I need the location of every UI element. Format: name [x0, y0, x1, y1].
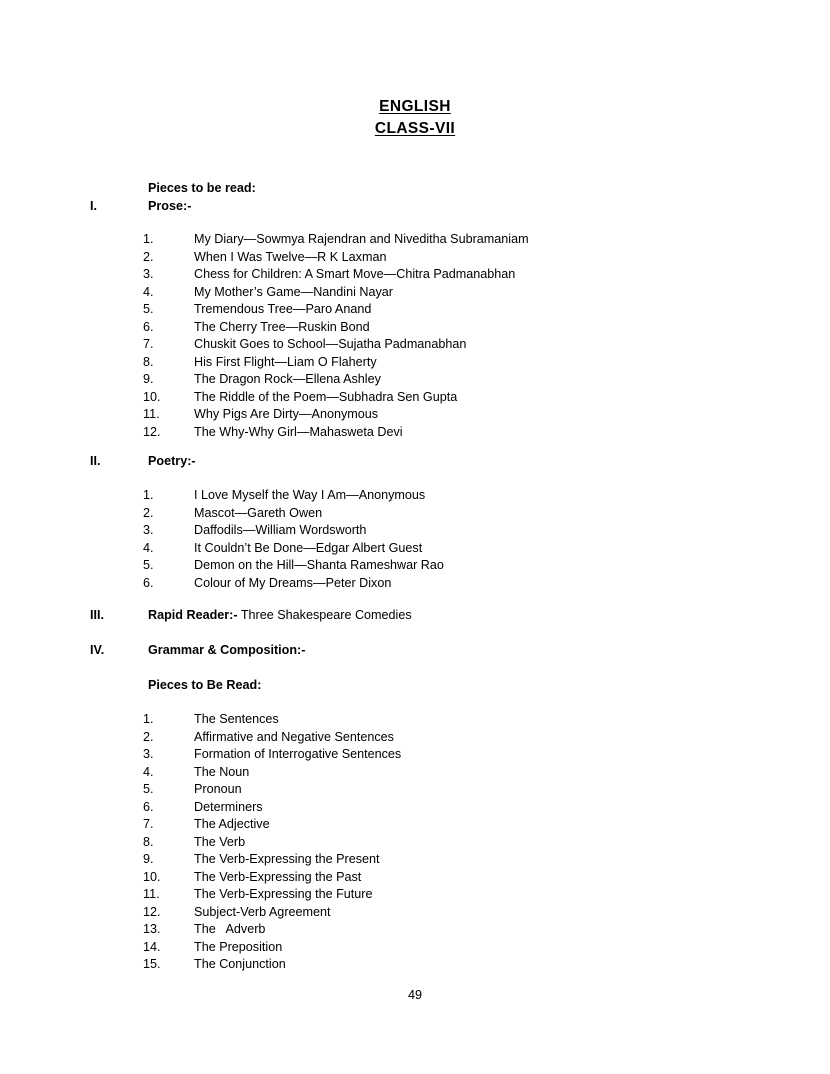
list-item: [0, 284, 830, 302]
title-line-subject: [0, 96, 830, 118]
prose-item-number: 5.: [143, 302, 154, 316]
list-item: [0, 249, 830, 267]
grammar-item-text: The Verb-Expressing the Future: [194, 887, 373, 901]
poetry-item-number: 1.: [143, 488, 154, 502]
list-item: [0, 406, 830, 424]
list-item: [0, 424, 830, 442]
list-item: [0, 522, 830, 540]
page-number: 49: [407, 988, 422, 1002]
grammar-item-text: The Sentences: [194, 712, 279, 726]
grammar-item-number: 11.: [143, 887, 160, 901]
grammar-item-text: The Verb-Expressing the Present: [194, 852, 380, 866]
poetry-item-number: 5.: [143, 558, 154, 572]
list-item: [0, 904, 830, 922]
grammar-item-number: 15.: [143, 957, 161, 971]
prose-item-number: 12.: [143, 424, 161, 439]
poetry-item-text: I Love Myself the Way I Am—Anonymous: [194, 488, 426, 502]
grammar-item-text: Pronoun: [194, 782, 242, 796]
section-label-prose: Prose:-: [148, 199, 192, 213]
list-item: [0, 389, 830, 407]
grammar-item-text: Affirmative and Negative Sentences: [194, 729, 394, 744]
list-item: [0, 231, 830, 249]
section-numeral-poetry: II.: [90, 454, 101, 468]
section-label-rapid-reader: Rapid Reader:-: [148, 608, 238, 622]
section-rapid-reader: [148, 607, 412, 625]
grammar-item-text: The Verb: [194, 834, 246, 849]
grammar-item-number: 3.: [143, 747, 154, 761]
prose-item-text: Chess for Children: A Smart Move—Chitra Padmanabhan: [194, 267, 516, 281]
grammar-item-text: The Adverb: [194, 922, 266, 936]
prose-item-text: Why Pigs Are Dirty—Anonymous: [194, 407, 379, 421]
list-item: [0, 266, 830, 284]
list-item: [0, 921, 830, 939]
grammar-item-text: The Adjective: [194, 817, 270, 831]
list-item: [0, 834, 830, 852]
grammar-item-number: 5.: [143, 782, 154, 796]
prose-item-text: The Dragon Rock—Ellena Ashley: [194, 372, 381, 386]
list-item: [0, 799, 830, 817]
poetry-list: [0, 487, 830, 592]
section-numeral-rapid-reader: III.: [90, 608, 104, 622]
prose-item-number: 10.: [143, 389, 161, 404]
grammar-item-number: 1.: [143, 712, 154, 726]
prose-item-number: 8.: [143, 354, 154, 369]
section-label-poetry: Poetry:-: [148, 454, 196, 468]
list-item: [0, 354, 830, 372]
list-item: [0, 336, 830, 354]
grammar-item-text: The Verb-Expressing the Past: [194, 869, 362, 884]
title-class-text: CLASS-VII: [374, 120, 456, 137]
prose-item-number: 3.: [143, 267, 154, 281]
section-numeral-prose: I.: [90, 199, 97, 213]
grammar-item-number: 14.: [143, 939, 161, 954]
list-item: [0, 540, 830, 558]
grammar-item-number: 6.: [143, 799, 154, 814]
grammar-item-number: 7.: [143, 817, 154, 831]
prose-item-number: 7.: [143, 337, 154, 351]
grammar-item-text: Subject-Verb Agreement: [194, 904, 331, 919]
grammar-item-number: 8.: [143, 834, 154, 849]
prose-item-text: The Cherry Tree—Ruskin Bond: [194, 319, 370, 334]
prose-list: [0, 231, 830, 441]
prose-item-number: 2.: [143, 249, 154, 264]
grammar-item-text: Determiners: [194, 799, 263, 814]
grammar-list: [0, 711, 830, 974]
prose-item-number: 9.: [143, 372, 154, 386]
prose-item-text: His First Flight—Liam O Flaherty: [194, 354, 377, 369]
list-item: [0, 764, 830, 782]
list-item: [0, 371, 830, 389]
grammar-item-number: 4.: [143, 764, 154, 779]
prose-item-text: When I Was Twelve—R K Laxman: [194, 249, 387, 264]
section-label-grammar: Grammar & Composition:-: [148, 643, 306, 657]
poetry-item-number: 6.: [143, 575, 154, 590]
list-item: [0, 487, 830, 505]
prose-item-text: Chuskit Goes to School—Sujatha Padmanabhan: [194, 337, 467, 351]
section-numeral-grammar: IV.: [90, 643, 105, 657]
prose-item-number: 6.: [143, 319, 154, 334]
grammar-item-number: 12.: [143, 904, 161, 919]
title-subject-text: ENGLISH: [379, 98, 451, 115]
list-item: [0, 869, 830, 887]
prose-item-number: 11.: [143, 407, 160, 421]
grammar-item-text: Formation of Interrogative Sentences: [194, 747, 402, 761]
grammar-item-text: The Conjunction: [194, 957, 286, 971]
title-line-class: [0, 118, 830, 140]
prose-item-text: My Diary—Sowmya Rajendran and Niveditha Subramaniam: [194, 232, 529, 246]
poetry-item-number: 2.: [143, 505, 154, 520]
list-item: [0, 711, 830, 729]
list-item: [0, 939, 830, 957]
list-item: [0, 301, 830, 319]
list-item: [0, 816, 830, 834]
poetry-item-text: Mascot—Gareth Owen: [194, 505, 323, 520]
poetry-item-text: Daffodils—William Wordsworth: [194, 523, 367, 537]
grammar-item-number: 13.: [143, 922, 161, 936]
grammar-item-text: The Preposition: [194, 939, 283, 954]
prose-item-text: My Mother’s Game—Nandini Nayar: [194, 284, 394, 299]
list-item: [0, 557, 830, 575]
grammar-item-number: 9.: [143, 852, 154, 866]
prose-item-text: The Why-Why Girl—Mahasweta Devi: [194, 424, 403, 439]
rapid-reader-value: Three Shakespeare Comedies: [237, 608, 412, 622]
prose-item-text: The Riddle of the Poem—Subhadra Sen Gupta: [194, 389, 458, 404]
poetry-item-number: 3.: [143, 523, 154, 537]
poetry-item-text: Demon on the Hill—Shanta Rameshwar Rao: [194, 558, 444, 572]
list-item: [0, 746, 830, 764]
grammar-item-number: 2.: [143, 729, 154, 744]
page-title: [0, 96, 830, 140]
list-item: [0, 729, 830, 747]
intro-heading: Pieces to be read:: [148, 181, 256, 195]
poetry-item-number: 4.: [143, 540, 154, 555]
list-item: [0, 575, 830, 593]
list-item: [0, 319, 830, 337]
list-item: [0, 505, 830, 523]
grammar-subheading: Pieces to Be Read:: [148, 678, 262, 692]
grammar-item-number: 10.: [143, 869, 161, 884]
poetry-item-text: It Couldn’t Be Done—Edgar Albert Guest: [194, 540, 423, 555]
prose-item-text: Tremendous Tree—Paro Anand: [194, 302, 372, 316]
list-item: [0, 886, 830, 904]
list-item: [0, 781, 830, 799]
list-item: [0, 956, 830, 974]
prose-item-number: 4.: [143, 284, 154, 299]
poetry-item-text: Colour of My Dreams—Peter Dixon: [194, 575, 392, 590]
grammar-item-text: The Noun: [194, 764, 250, 779]
prose-item-number: 1.: [143, 232, 154, 246]
list-item: [0, 851, 830, 869]
